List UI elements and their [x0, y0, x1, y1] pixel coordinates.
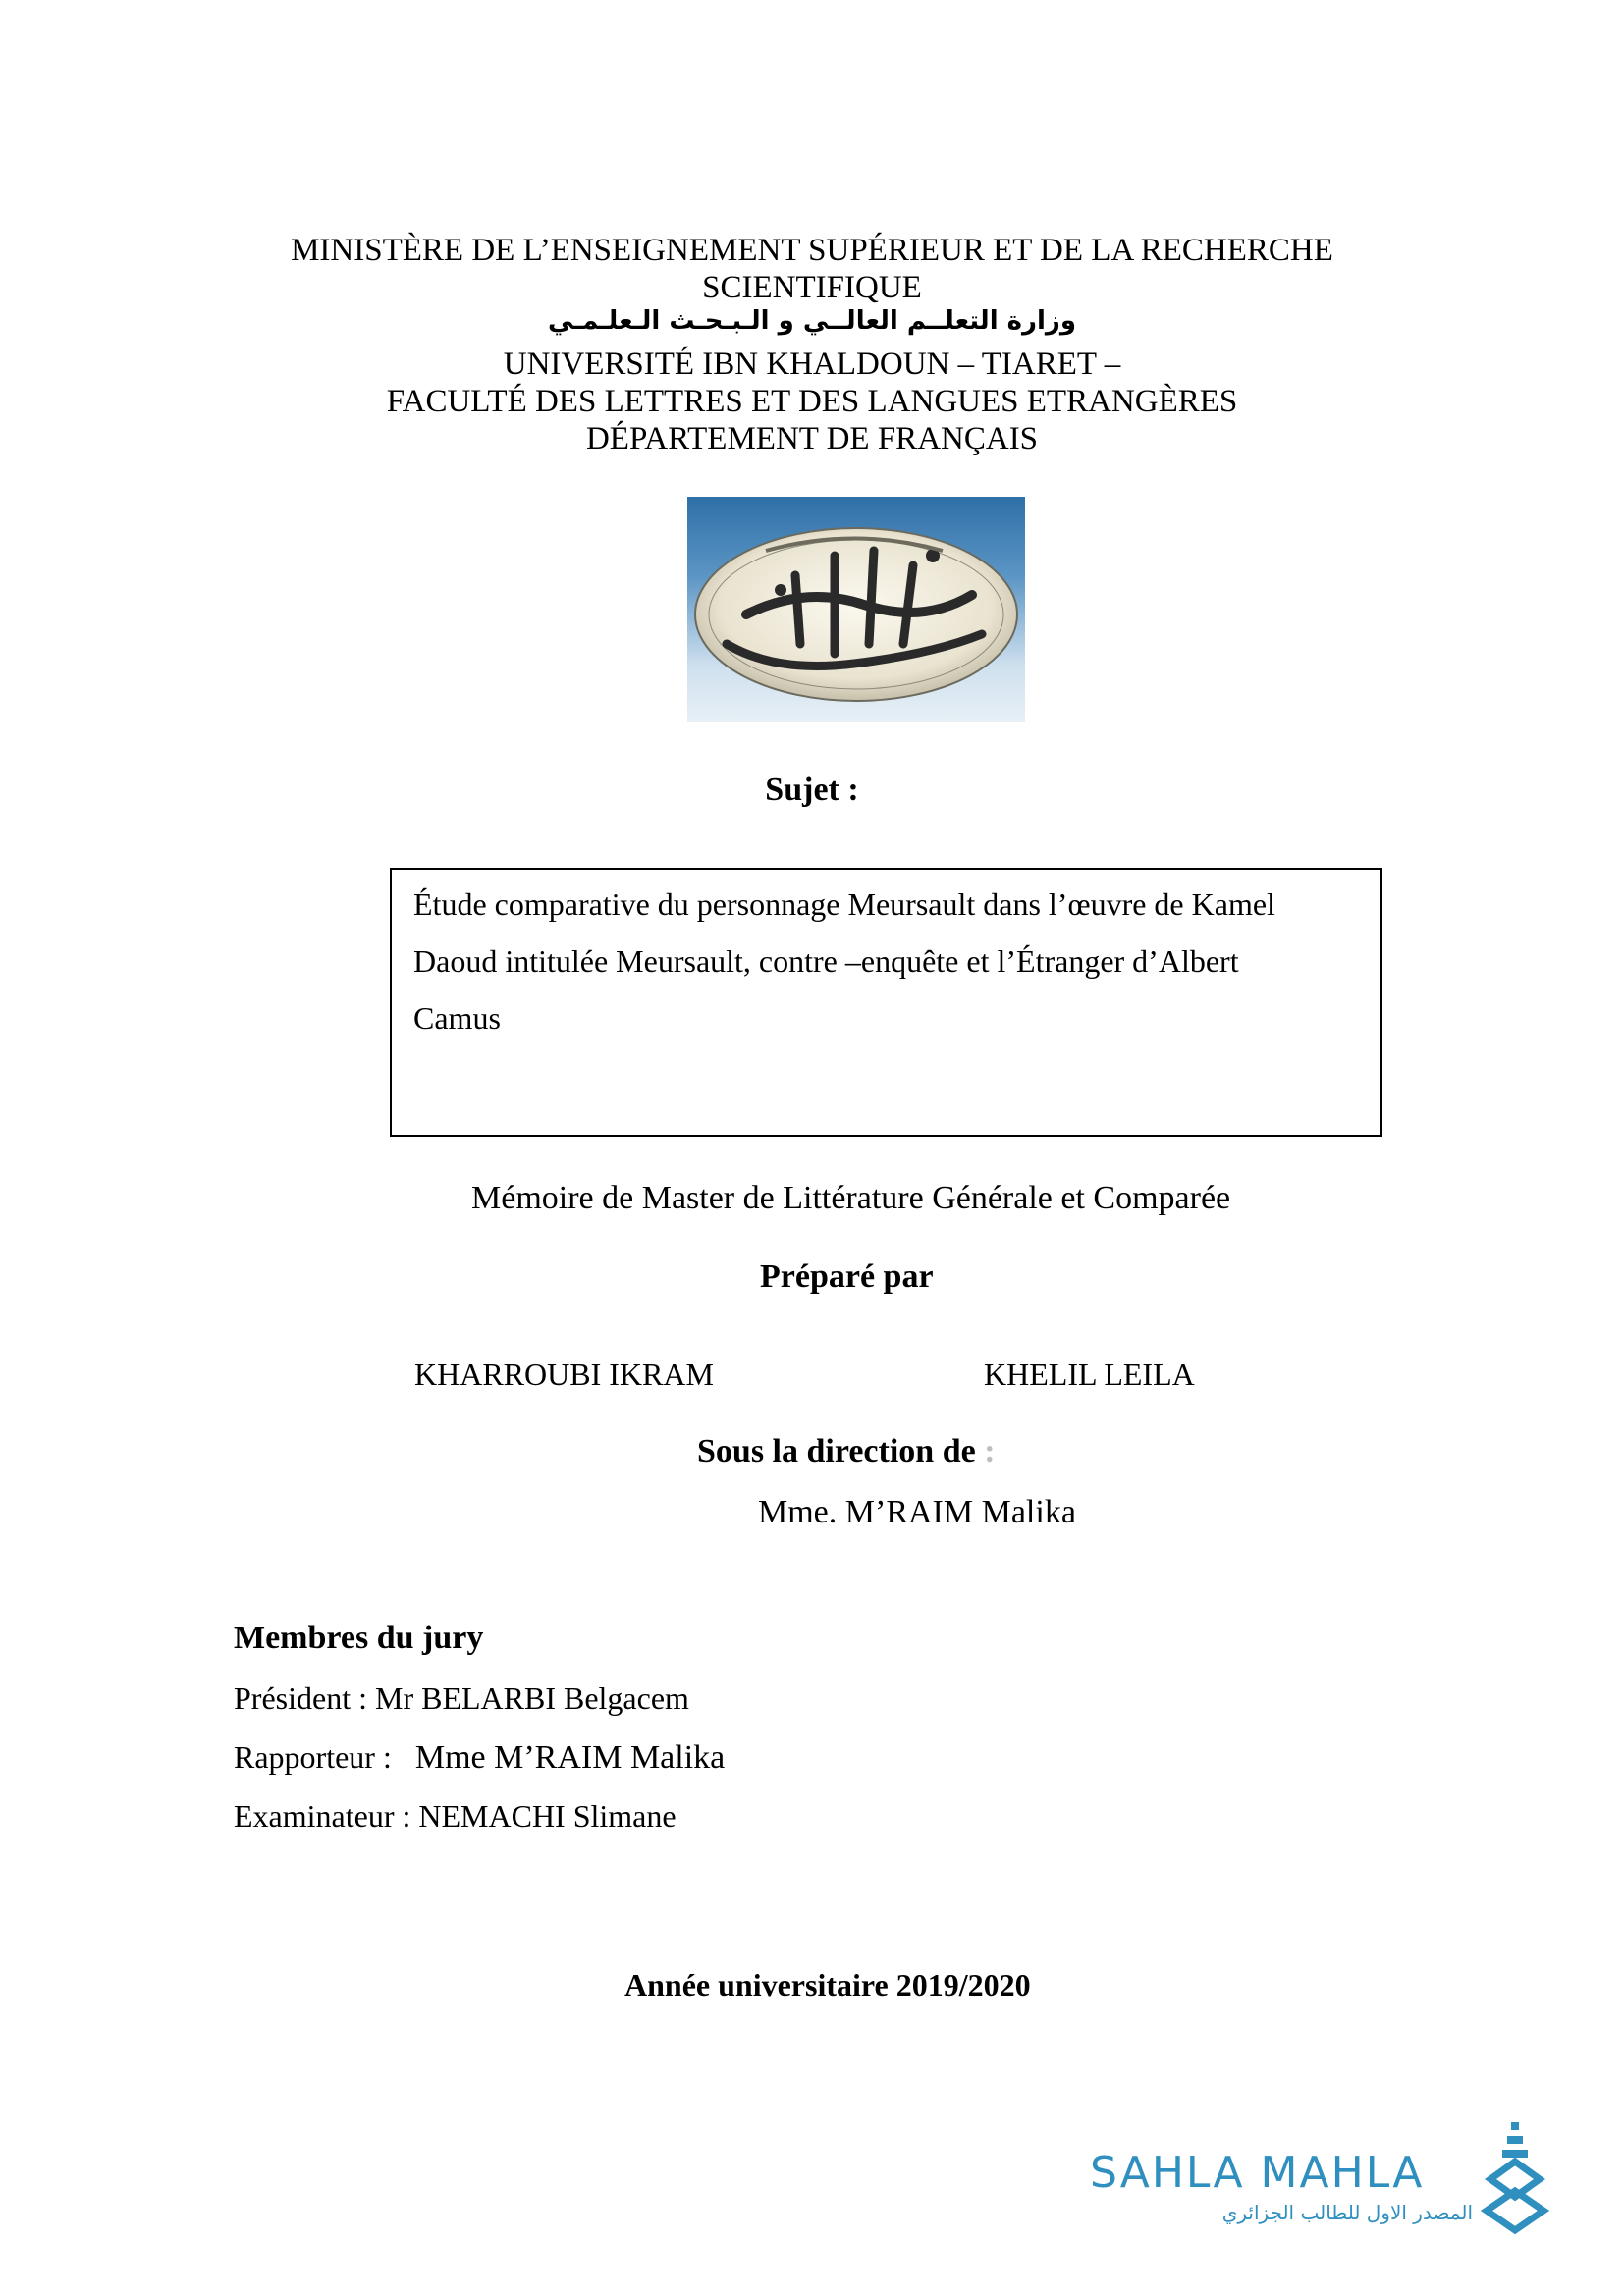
jury-title: Membres du jury — [234, 1620, 484, 1656]
department-name: DÉPARTEMENT DE FRANÇAIS — [585, 421, 1039, 456]
university-emblem-icon — [687, 497, 1025, 722]
faculty-name: FACULTÉ DES LETTRES ET DES LANGUES ETRANGÈRES — [386, 384, 1238, 419]
subject-line: Étude comparative du personnage Meursault dans l’œuvre de Kamel — [413, 886, 1275, 922]
jury-rapporteur: Rapporteur : Mme M’RAIM Malika — [234, 1739, 726, 1776]
ministry-line-2: SCIENTIFIQUE — [702, 270, 922, 305]
jury-examinateur: Examinateur : NEMACHI Slimane — [234, 1798, 677, 1834]
university-name: UNIVERSITÉ IBN KHALDOUN – TIARET – — [503, 347, 1121, 382]
sahla-mahla-logo — [1090, 2120, 1551, 2238]
subject-line: Camus — [413, 1000, 501, 1036]
supervisor-name: Mme. M’RAIM Malika — [758, 1494, 1076, 1530]
sahla-mahla-logo-icon — [1481, 2120, 1549, 2238]
brand-text: SAHLA MAHLA — [1090, 2148, 1425, 2198]
ministry-arabic: وزارة التعلــم العالــي و الـبـحـث الـعلـمـي — [547, 306, 1077, 336]
memoire-title: Mémoire de Master de Littérature Générale et Comparée — [471, 1180, 1231, 1216]
prepared-by-label: Préparé par — [760, 1258, 934, 1295]
subject-box — [390, 868, 1382, 1137]
ministry-line: MINISTÈRE DE L’ENSEIGNEMENT SUPÉRIEUR ET DE LA RECHERCHE — [291, 233, 1333, 268]
subject-text — [413, 876, 1356, 1046]
author-name: KHARROUBI IKRAM — [414, 1357, 714, 1392]
academic-year: Année universitaire 2019/2020 — [624, 1967, 1031, 2002]
direction-label: Sous la direction de : — [697, 1433, 996, 1469]
subject-label: Sujet : — [765, 772, 859, 808]
brand-tagline: المصدر الاول للطالب الجزائري — [1221, 2201, 1473, 2224]
subject-line: Daoud intitulée Meursault, contre –enquête et l’Étranger d’Albert — [413, 943, 1239, 979]
author-name: KHELIL LEILA — [984, 1357, 1195, 1392]
jury-president: Président : Mr BELARBI Belgacem — [234, 1681, 689, 1716]
